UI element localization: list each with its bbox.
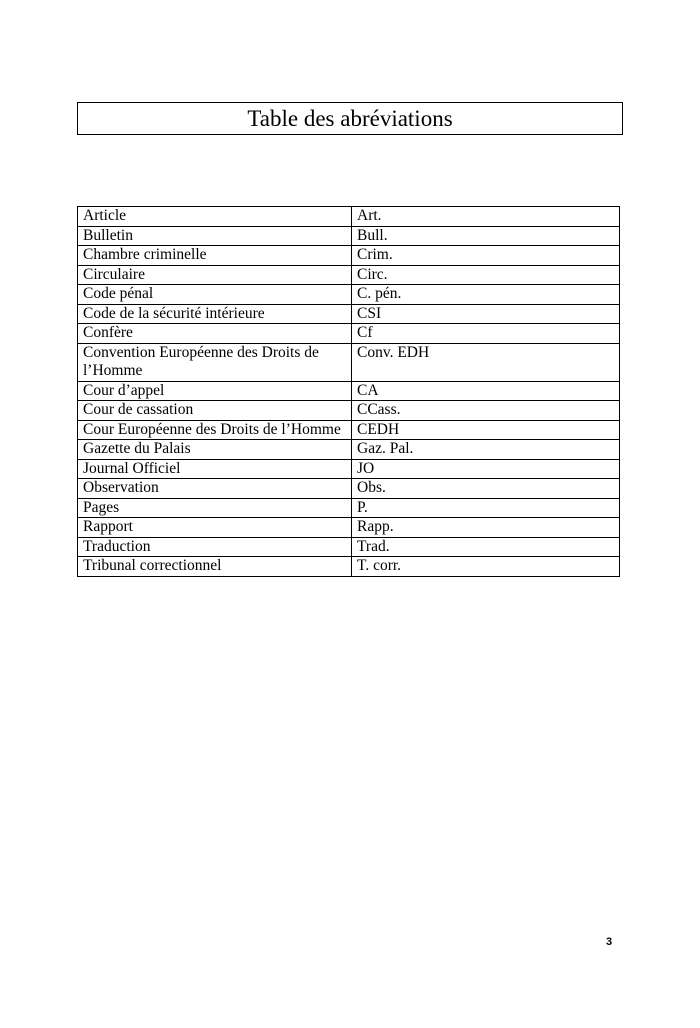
abbreviation-cell: T. corr. — [352, 557, 620, 577]
abbreviation-cell: Bull. — [352, 226, 620, 246]
abbreviation-cell: Conv. EDH — [352, 343, 620, 381]
abbreviation-cell: Cf — [352, 324, 620, 344]
term-cell: Observation — [78, 479, 352, 499]
abbreviation-cell: CCass. — [352, 401, 620, 421]
term-cell: Bulletin — [78, 226, 352, 246]
term-cell: Gazette du Palais — [78, 440, 352, 460]
abbreviation-cell: CEDH — [352, 420, 620, 440]
table-row — [78, 324, 620, 344]
table-row — [78, 459, 620, 479]
abbreviation-cell: CA — [352, 381, 620, 401]
abbreviation-cell: Trad. — [352, 537, 620, 557]
abbreviations-table — [77, 206, 620, 577]
term-cell: Code pénal — [78, 285, 352, 305]
table-row — [78, 265, 620, 285]
term-cell: Article — [78, 207, 352, 227]
term-cell: Cour Européenne des Droits de l’Homme — [78, 420, 352, 440]
abbreviation-cell: Art. — [352, 207, 620, 227]
abbreviation-cell: P. — [352, 498, 620, 518]
table-row — [78, 518, 620, 538]
abbreviation-cell: Gaz. Pal. — [352, 440, 620, 460]
table-row — [78, 479, 620, 499]
table-row — [78, 226, 620, 246]
table-row — [78, 440, 620, 460]
term-cell: Tribunal correctionnel — [78, 557, 352, 577]
table-row — [78, 498, 620, 518]
page-title: Table des abréviations — [247, 105, 453, 131]
term-cell: Circulaire — [78, 265, 352, 285]
table-row — [78, 537, 620, 557]
page-number: 3 — [606, 936, 613, 948]
term-cell: Convention Européenne des Droits de l’Homme — [78, 343, 352, 381]
term-cell: Journal Officiel — [78, 459, 352, 479]
term-cell: Pages — [78, 498, 352, 518]
table-row — [78, 304, 620, 324]
term-cell: Code de la sécurité intérieure — [78, 304, 352, 324]
term-cell: Confère — [78, 324, 352, 344]
abbreviation-cell: Obs. — [352, 479, 620, 499]
term-cell: Traduction — [78, 537, 352, 557]
table-row — [78, 285, 620, 305]
table-row — [78, 401, 620, 421]
term-cell: Cour de cassation — [78, 401, 352, 421]
table-row — [78, 420, 620, 440]
abbreviation-cell: Rapp. — [352, 518, 620, 538]
abbreviation-cell: CSI — [352, 304, 620, 324]
term-cell: Rapport — [78, 518, 352, 538]
abbreviation-cell: Crim. — [352, 246, 620, 266]
abbreviations-table-body — [78, 207, 620, 577]
abbreviation-cell: C. pén. — [352, 285, 620, 305]
table-row — [78, 557, 620, 577]
abbreviation-cell: JO — [352, 459, 620, 479]
table-row — [78, 207, 620, 227]
table-row — [78, 343, 620, 381]
page-title-box — [77, 102, 623, 135]
table-row — [78, 381, 620, 401]
abbreviation-cell: Circ. — [352, 265, 620, 285]
term-cell: Cour d’appel — [78, 381, 352, 401]
table-row — [78, 246, 620, 266]
term-cell: Chambre criminelle — [78, 246, 352, 266]
